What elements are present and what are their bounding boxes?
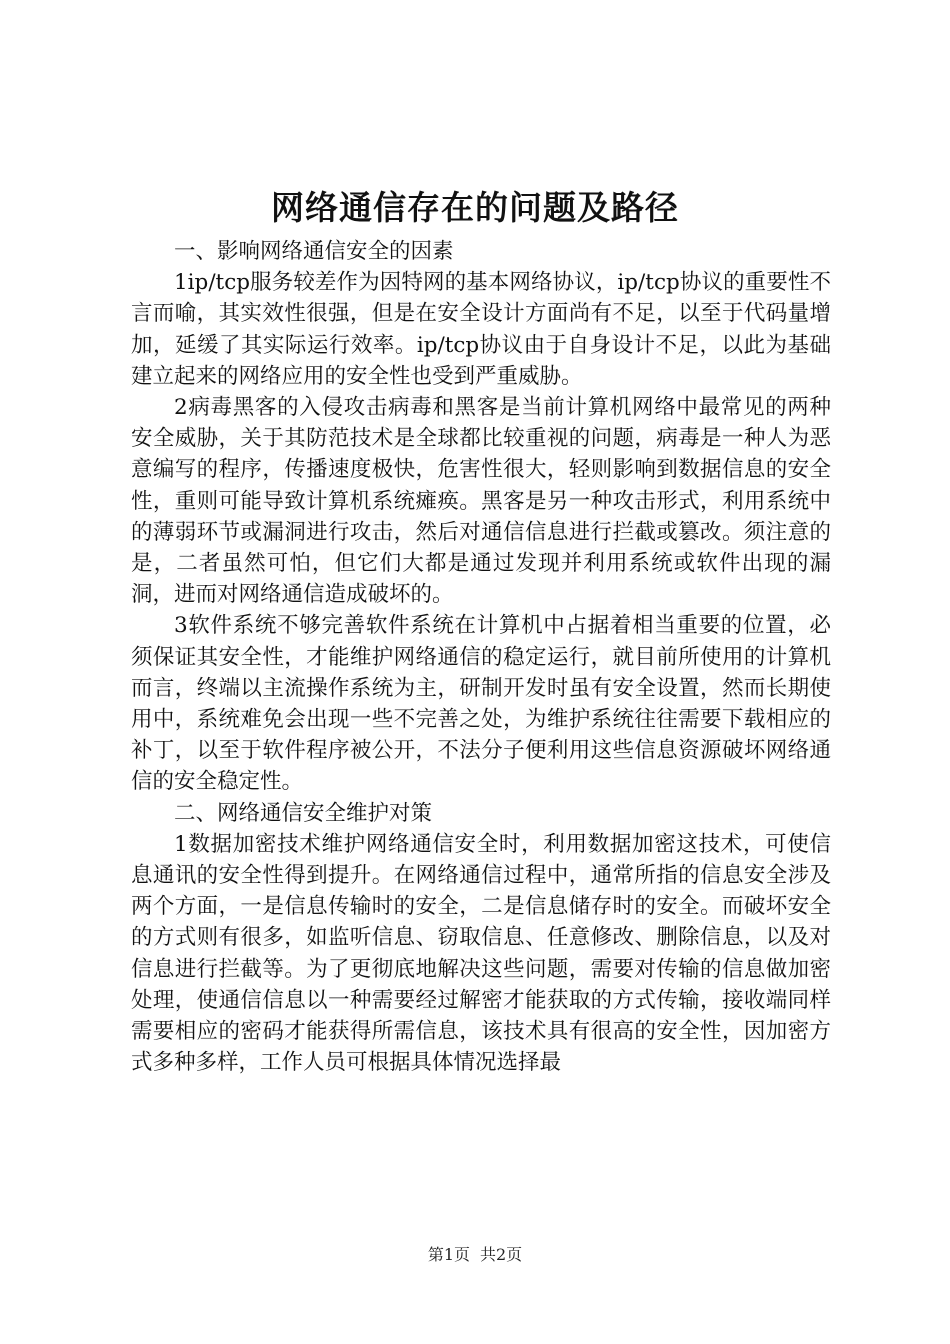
page-number: 第1页 <box>427 1245 470 1264</box>
document-title: 网络通信存在的问题及路径 <box>271 188 679 227</box>
paragraph-4: 1数据加密技术维护网络通信安全时，利用数据加密这技术，可使信息通讯的安全性得到提升。在网络通信过程中，通常所指的信息安全涉及两个方面，一是信息传输时的安全，二是信息储存时的安全。而破坏安全的方式则有很多，如监听信息、窃取信息、任意修改、删除信息，以及对信息进行拦截等。为了更彻底地解决这些问题，需要对传输的信息做加密处理，使通信信息以一种需要经过解密才能获取的方式传输，接收端同样需要相应的密码才能获得所需信息，该技术具有很高的安全性，因加密方式多种多样，工作人员可根据具体情况选择最 <box>131 831 831 1076</box>
paragraph-2: 2病毒黑客的入侵攻击病毒和黑客是当前计算机网络中最常见的两种安全威胁，关于其防范技术是全球都比较重视的问题，病毒是一种人为恶意编写的程序，传播速度极快，危害性很大，轻则影响到数据信息的安全性，重则可能导致计算机系统瘫痪。黑客是另一种攻击形式，利用系统中的薄弱环节或漏洞进行攻击，然后对通信信息进行拦截或篡改。须注意的是，二者虽然可怕，但它们大都是通过发现并利用系统或软件出现的漏洞，进而对网络通信造成破坏的。 <box>131 395 831 608</box>
section-heading-2: 二、网络通信安全维护对策 <box>174 800 433 826</box>
page-total: 共2页 <box>480 1245 523 1264</box>
section-heading-1: 一、影响网络通信安全的因素 <box>174 239 454 264</box>
document-body <box>131 236 831 1078</box>
paragraph-3: 3软件系统不够完善软件系统在计算机中占据着相当重要的位置，必须保证其安全性，才能维护网络通信的稳定运行，就目前所使用的计算机而言，终端以主流操作系统为主，研制开发时虽有安全设置，然而长期使用中，系统难免会出现一些不完善之处，为维护系统往往需要下载相应的补丁，以至于软件程序被公开，不法分子便利用这些信息资源破坏网络通信的安全稳定性。 <box>131 613 831 795</box>
page-footer <box>0 1244 950 1266</box>
paragraph-1: 1ip/tcp服务较差作为因特网的基本网络协议，ip/tcp协议的重要性不言而喻，其实效性很强，但是在安全设计方面尚有不足，以至于代码量增加，延缓了其实际运行效率。ip/tcp协议由于自身设计不足，以此为基础建立起来的网络应用的安全性也受到严重威胁。 <box>131 270 831 389</box>
